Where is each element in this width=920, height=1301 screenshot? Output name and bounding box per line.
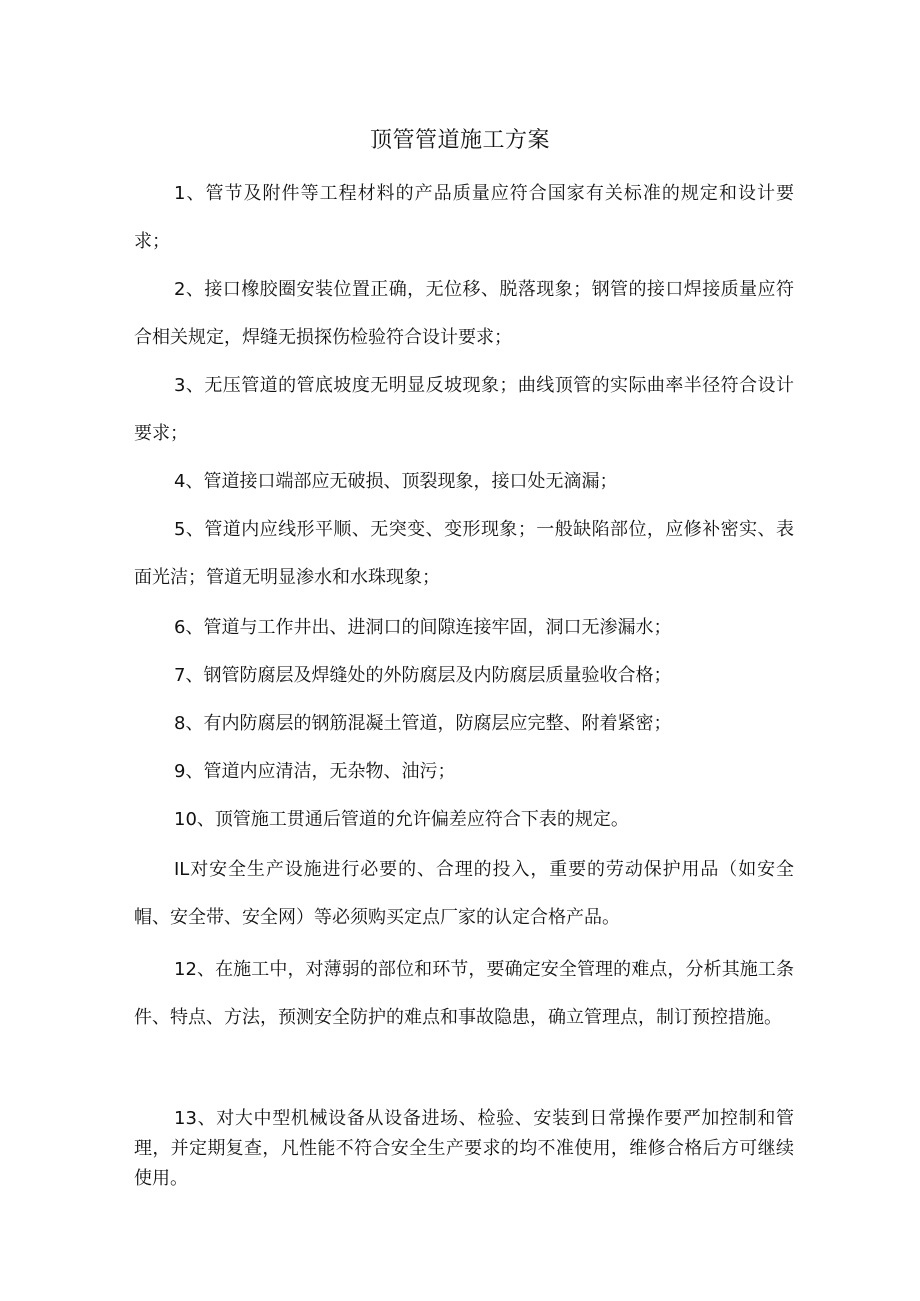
item-12: 12、在施工中，对薄弱的部位和环节，要确定安全管理的难点，分析其施工条件、特点、方法，预测安全防护的难点和事故隐患，确立管理点，制订预控措施。 (134, 959, 794, 1028)
item-13: 13、对大中型机械设备从设备进场、检验、安装到日常操作要严加控制和管理，并定期复查，凡性能不符合安全生产要求的均不准使用，维修合格后方可继续使用。 (134, 1108, 794, 1189)
item-11: IL对安全生产设施进行必要的、合理的投入，重要的劳动保护用品（如安全帽、安全带、安全网）等必须购买定点厂家的认定合格产品。 (134, 859, 794, 928)
item-3: 3、无压管道的管底坡度无明显反坡现象；曲线顶管的实际曲率半径符合设计要求； (134, 375, 794, 444)
item-6: 6、管道与工作井出、进洞口的间隙连接牢固，洞口无渗漏水； (174, 617, 672, 638)
item-5: 5、管道内应线形平顺、无突变、变形现象；一般缺陷部位，应修补密实、表面光洁；管道无明显渗水和水珠现象； (134, 519, 794, 588)
item-9: 9、管道内应清洁，无杂物、油污； (174, 761, 456, 782)
item-1: 1、管节及附件等工程材料的产品质量应符合国家有关标准的规定和设计要求； (134, 183, 794, 252)
item-2: 2、接口橡胶圈安装位置正确，无位移、脱落现象；钢管的接口焊接质量应符合相关规定，焊缝无损探伤检验符合设计要求； (134, 279, 794, 348)
document-title: 顶管管道施工方案 (369, 128, 550, 153)
item-10: 10、顶管施工贯通后管道的允许偏差应符合下表的规定。 (174, 809, 629, 830)
item-4: 4、管道接口端部应无破损、顶裂现象，接口处无滴漏； (174, 471, 618, 492)
item-8: 8、有内防腐层的钢筋混凝土管道，防腐层应完整、附着紧密； (174, 713, 672, 734)
item-7: 7、钢管防腐层及焊缝处的外防腐层及内防腐层质量验收合格； (174, 665, 672, 686)
